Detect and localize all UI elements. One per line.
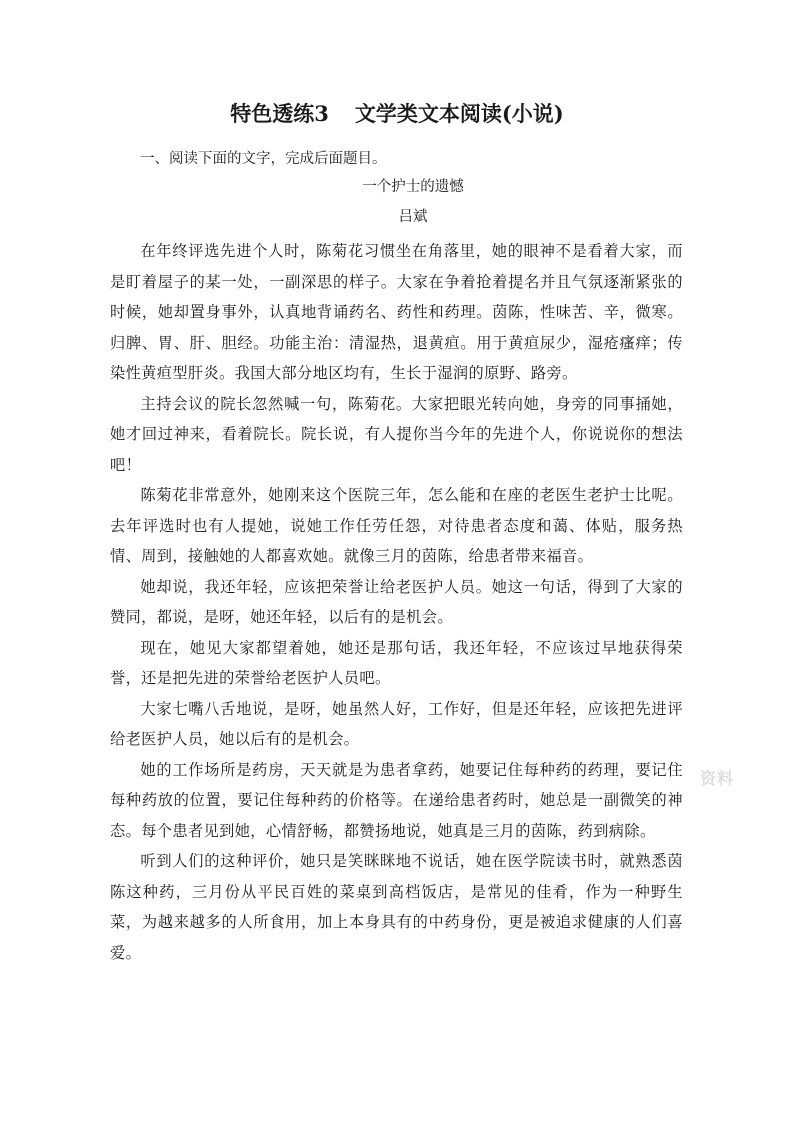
paragraph: 大家七嘴八舌地说，是呀，她虽然人好，工作好，但是还年轻，应该把先进评给老医护人员，她以后有的是机会。 [110, 699, 683, 748]
instruction-text: 一、阅读下面的文字，完成后面题目。 [140, 151, 387, 167]
paragraph: 听到人们的这种评价，她只是笑眯眯地不说话，她在医学院读书时，就熟悉茵陈这种药，三月份从平民百姓的菜桌到高档饭店，是常见的佳肴，作为一种野生菜，为越来越多的人所食用，加上本身具有的中药身份，更是被追求健康的人们喜爱。 [110, 852, 683, 962]
title-part-1: 特色透练3 [230, 101, 329, 126]
paragraph: 在年终评选先进个人时，陈菊花习惯坐在角落里，她的眼神不是看着大家，而是盯着屋子的某一处，一副深思的样子。大家在争着抢着提名并且气氛逐渐紧张的时候，她却置身事外，认真地背诵药名、药性和药理。茵陈，性味苦、辛，微寒。归脾、胃、肝、胆经。功能主治：清湿热，退黄疸。用于黄疸尿少，湿疮瘙痒；传染性黄疸型肝炎。我国大部分地区均有，生长于湿润的原野、路旁。 [110, 242, 683, 382]
paragraph: 现在，她见大家都望着她，她还是那句话，我还年轻，不应该过早地获得荣誉，还是把先进的荣誉给老医护人员吧。 [110, 638, 683, 687]
page-title [0, 98, 794, 128]
paragraph: 她的工作场所是药房，天天就是为患者拿药，她要记住每种药的药理，要记住每种药放的位置，要记住每种药的价格等。在递给患者药时，她总是一副微笑的神态。每个患者见到她，心情舒畅，都赞扬地说，她真是三月的茵陈，药到病除。 [110, 760, 683, 840]
watermark: 资料 [700, 769, 735, 788]
title-part-2: 文学类文本阅读(小说) [354, 101, 564, 126]
story-body [110, 236, 683, 968]
paragraph: 主持会议的院长忽然喊一句，陈菊花。大家把眼光转向她，身旁的同事捅她，她才回过神来，看着院长。院长说，有人提你当今年的先进个人，你说说你的想法吧！ [110, 394, 683, 474]
paragraph: 陈菊花非常意外，她刚来这个医院三年，怎么能和在座的老医生老护士比呢。去年评选时也有人提她，说她工作任劳任怨，对待患者态度和蔼、体贴，服务热情、周到，接触她的人都喜欢她。就像三月的茵陈，给患者带来福音。 [110, 486, 683, 565]
paragraph: 她却说，我还年轻，应该把荣誉让给老医护人员。她这一句话，得到了大家的赞同，都说，是呀，她还年轻，以后有的是机会。 [110, 577, 683, 626]
story-title: 一个护士的遗憾 [362, 179, 464, 195]
story-author: 吕斌 [398, 209, 428, 225]
